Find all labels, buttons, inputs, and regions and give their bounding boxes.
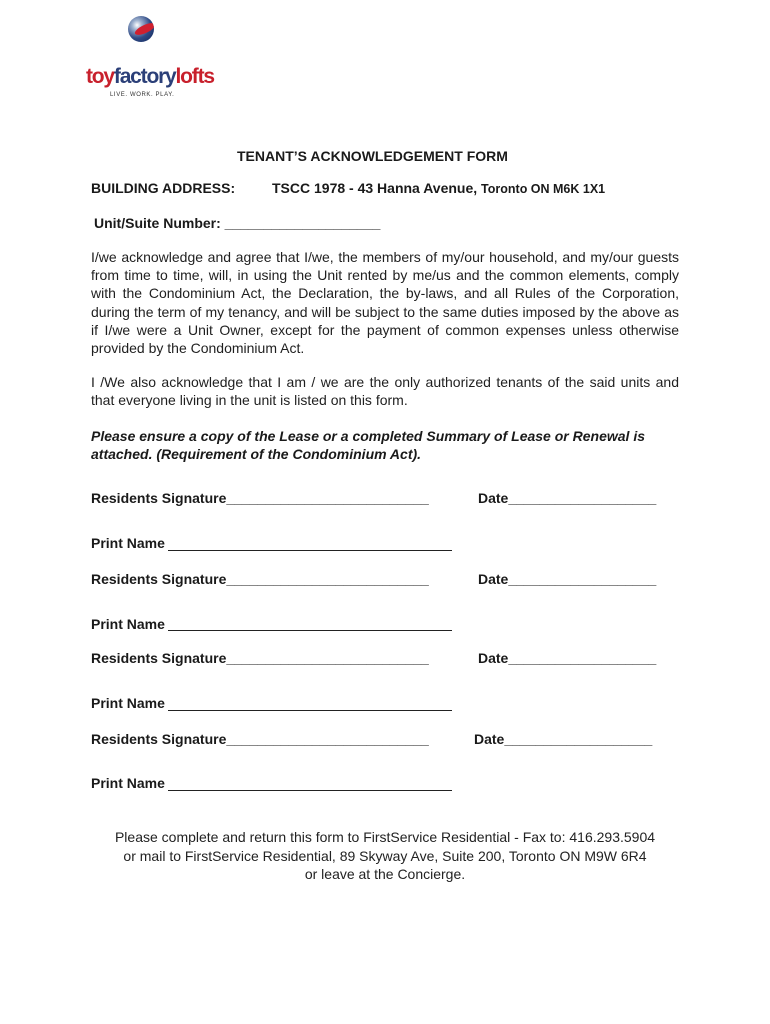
residents-signature-field[interactable]: Residents Signature__________________________ [91,571,429,587]
building-address-value: TSCC 1978 - 43 Hanna Avenue, Toronto ON M6K 1X1 [272,180,606,196]
print-name-label: Print Name [91,775,165,791]
date-field[interactable]: Date___________________ [478,571,657,587]
acknowledgement-paragraph: I/we acknowledge and agree that I/we, the members of my/our household, and my/our guests from time to time, will, in using the Unit rented by me/us and the common elements, comply with the Condominium Act, the Declaration, the by-laws, and all Rules of the Corporation, during the term of my tenancy, and will be subject to the same duties imposed by the above as if I/we were a Unit Owner, except for the payment of common expenses unless otherwise provided by the Condominium Act. [91,249,679,357]
form-title: TENANT’S ACKNOWLEDGEMENT FORM [237,148,508,164]
print-name-line[interactable] [168,630,452,631]
print-name-line[interactable] [168,790,452,791]
date-field[interactable]: Date___________________ [478,490,657,506]
authorized-tenants-paragraph: I /We also acknowledge that I am / we are the only authorized tenants of the said units and that everyone living in the unit is listed on this form. [91,374,679,409]
print-name-line[interactable] [168,710,452,711]
print-name-label: Print Name [91,695,165,711]
logo [86,14,214,104]
brand-wordmark: toyfactorylofts [86,65,214,88]
globe-icon [128,16,154,42]
unit-suite-field[interactable]: Unit/Suite Number: ____________________ [94,215,381,231]
residents-signature-field[interactable]: Residents Signature__________________________ [91,731,429,747]
print-name-label: Print Name [91,616,165,632]
date-field[interactable]: Date___________________ [478,650,657,666]
residents-signature-field[interactable]: Residents Signature__________________________ [91,490,429,506]
print-name-label: Print Name [91,535,165,551]
brand-tagline: LIVE. WORK. PLAY. [110,92,175,98]
building-address-label: BUILDING ADDRESS: [91,180,236,196]
return-instructions: Please complete and return this form to FirstService Residential - Fax to: 416.293.5904 or mail to FirstService Residential, 89 Skyway Ave, Suite 200, Toronto ON M9W 6R4 or leave at the Concierge. [114,829,656,882]
date-field[interactable]: Date___________________ [474,731,653,747]
residents-signature-field[interactable]: Residents Signature__________________________ [91,650,429,666]
print-name-line[interactable] [168,550,452,551]
lease-notice: Please ensure a copy of the Lease or a completed Summary of Lease or Renewal is attached. (Requirement of the Condominium Act). [91,428,645,462]
